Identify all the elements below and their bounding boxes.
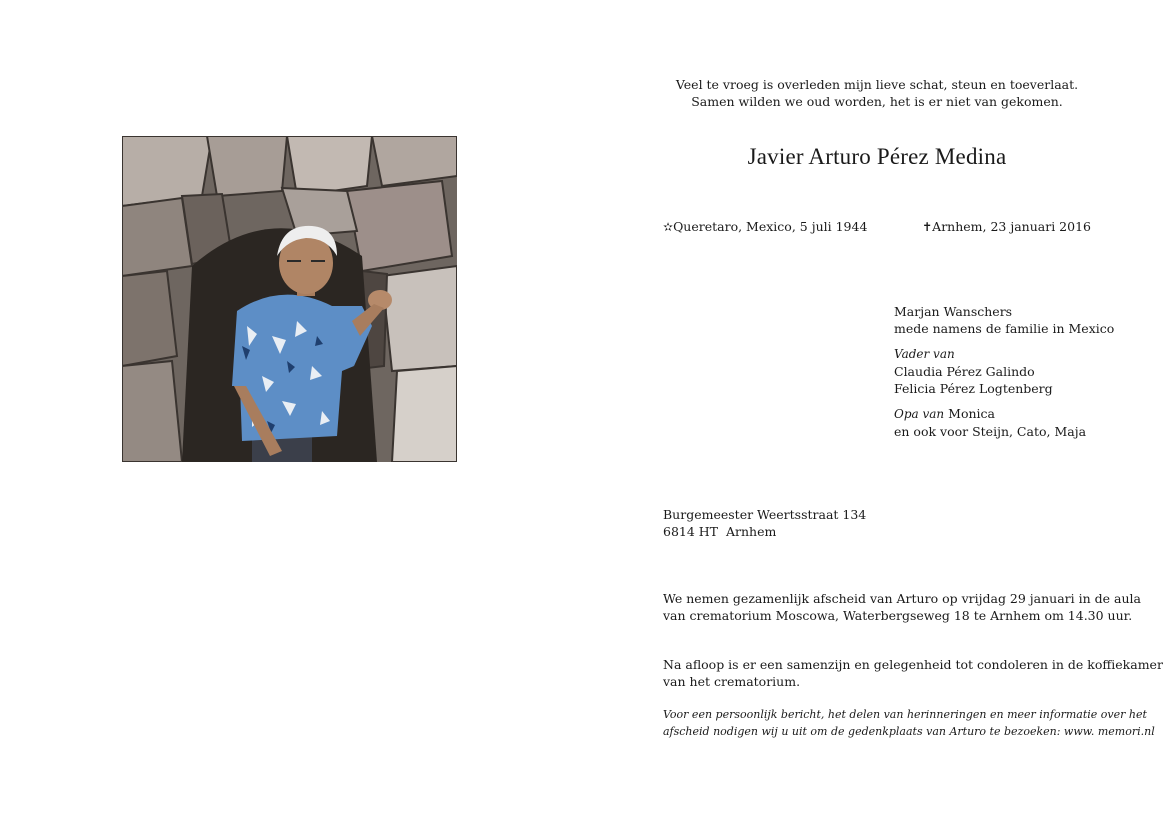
deceased-name: Javier Arturo Pérez Medina: [747, 144, 1007, 169]
also-for-line: en ook voor Steijn, Cato, Maja: [894, 424, 1087, 439]
memorial-photo: [122, 136, 457, 462]
farewell-line: van crematorium Moscowa, Waterbergseweg 18 te Arnhem om 14.30 uur.: [663, 608, 1133, 623]
memorial-poem: [640, 76, 1114, 110]
death-info: [922, 219, 1091, 234]
star-icon: ✫: [663, 220, 674, 234]
reception-line: van het crematorium.: [663, 674, 801, 689]
family-list: [894, 303, 1114, 440]
poem-line: Samen wilden we oud worden, het is er niet van gekomen.: [691, 94, 1063, 109]
death-text: Arnhem, 23 januari 2016: [932, 219, 1091, 234]
address-city: 6814 HT Arnhem: [663, 524, 777, 539]
cross-icon: ✝: [922, 220, 933, 234]
address-street: Burgemeester Weertsstraat 134: [663, 507, 867, 522]
grandpa-label: Opa van: [894, 407, 945, 421]
birth-info: [663, 219, 867, 234]
spouse-name: Marjan Wanschers: [894, 304, 1013, 319]
reception-line: Na afloop is er een samenzijn en gelegenheid tot condoleren in de koffiekamer: [663, 657, 1163, 672]
note-line: Voor een persoonlijk bericht, het delen van herinneringen en meer informatie over het: [663, 708, 1147, 721]
birth-text: Queretaro, Mexico, 5 juli 1944: [673, 219, 868, 234]
home-address: [663, 506, 866, 540]
father-label: Vader van: [894, 347, 955, 361]
reception-paragraph: [663, 656, 1163, 690]
spouse-note: mede namens de familie in Mexico: [894, 321, 1115, 336]
farewell-paragraph: [663, 590, 1141, 624]
farewell-line: We nemen gezamenlijk afscheid van Arturo op vrijdag 29 januari in de aula: [663, 591, 1141, 606]
memorial-note: [663, 706, 1155, 740]
poem-line: Veel te vroeg is overleden mijn lieve schat, steun en toeverlaat.: [675, 77, 1079, 92]
child-name: Felicia Pérez Logtenberg: [894, 381, 1053, 396]
note-line: afscheid nodigen wij u uit om de gedenkplaats van Arturo te bezoeken: www. memori.nl: [663, 725, 1155, 738]
child-name: Claudia Pérez Galindo: [894, 364, 1035, 379]
grandchild-name: Monica: [948, 406, 995, 421]
